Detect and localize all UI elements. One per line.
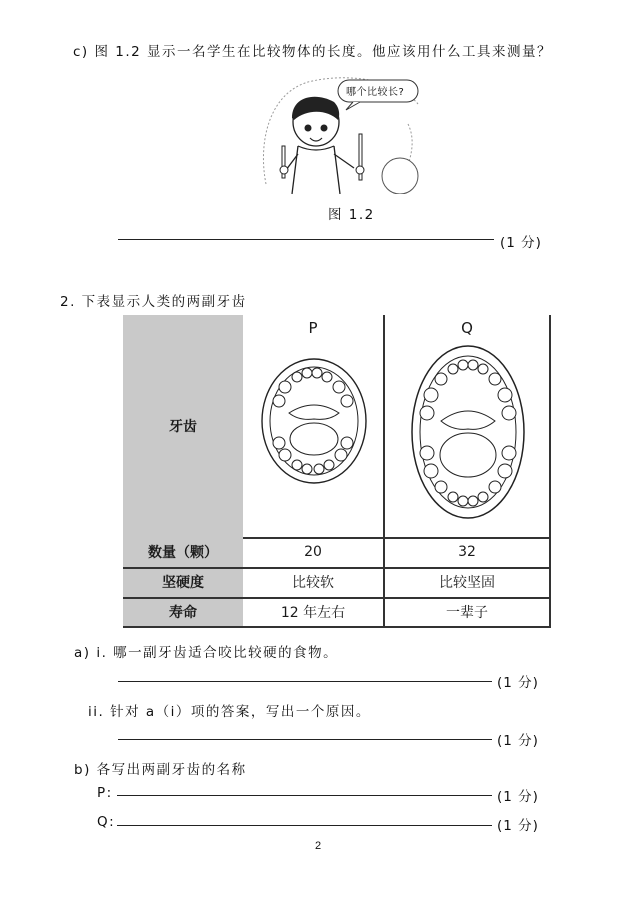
question-2-title: 2. 下表显示人类的两副牙齿 (60, 294, 247, 310)
marks-2b-p: (1 分) (497, 789, 539, 805)
marks-2a-i: (1 分) (497, 675, 539, 691)
row-label-count: 数量（颗） (123, 537, 243, 567)
table-divider (383, 315, 385, 627)
answer-label-q: Q: (97, 814, 116, 830)
q-lifespan: 一辈子 (383, 597, 551, 627)
table-divider (549, 315, 551, 627)
row-label-teeth: 牙齿 (123, 315, 243, 537)
question-2b: b) 各写出两副牙齿的名称 (74, 762, 247, 778)
answer-line-2a-ii[interactable] (118, 739, 492, 740)
table-divider (123, 597, 551, 599)
table-divider (123, 567, 551, 569)
page-number: 2 (315, 840, 322, 852)
answer-line-2b-q[interactable] (117, 825, 492, 826)
marks-2a-ii: (1 分) (497, 733, 539, 749)
teeth-table (123, 315, 551, 627)
column-header-p: P (243, 315, 383, 341)
table-divider (123, 626, 551, 628)
table-divider (243, 537, 551, 539)
row-label-lifespan: 寿命 (123, 597, 243, 627)
question-2a-i: a) i. 哪一副牙齿适合咬比较硬的食物。 (74, 645, 339, 661)
answer-label-p: P: (97, 785, 113, 801)
answer-line-1c[interactable] (118, 239, 494, 240)
speech-bubble-text: 哪个比较长? (346, 87, 405, 98)
figure-caption: 图 1.2 (328, 207, 375, 223)
p-hardness: 比较软 (243, 567, 383, 597)
question-1c-text: c) 图 1.2 显示一名学生在比较物体的长度。他应该用什么工具来测量？ (73, 44, 553, 60)
marks-1c: (1 分) (500, 235, 542, 251)
teeth-p-illustration (259, 357, 369, 485)
question-2a-ii: ii. 针对 a（i）项的答案，写出一个原因。 (88, 704, 371, 720)
column-header-q: Q (383, 315, 551, 341)
q-count: 32 (383, 537, 551, 567)
q-hardness: 比较坚固 (383, 567, 551, 597)
answer-line-2a-i[interactable] (118, 681, 492, 682)
p-lifespan: 12 年左右 (243, 597, 383, 627)
row-label-hardness: 坚硬度 (123, 567, 243, 597)
marks-2b-q: (1 分) (497, 818, 539, 834)
answer-line-2b-p[interactable] (117, 795, 492, 796)
p-count: 20 (243, 537, 383, 567)
teeth-q-illustration (409, 343, 527, 521)
